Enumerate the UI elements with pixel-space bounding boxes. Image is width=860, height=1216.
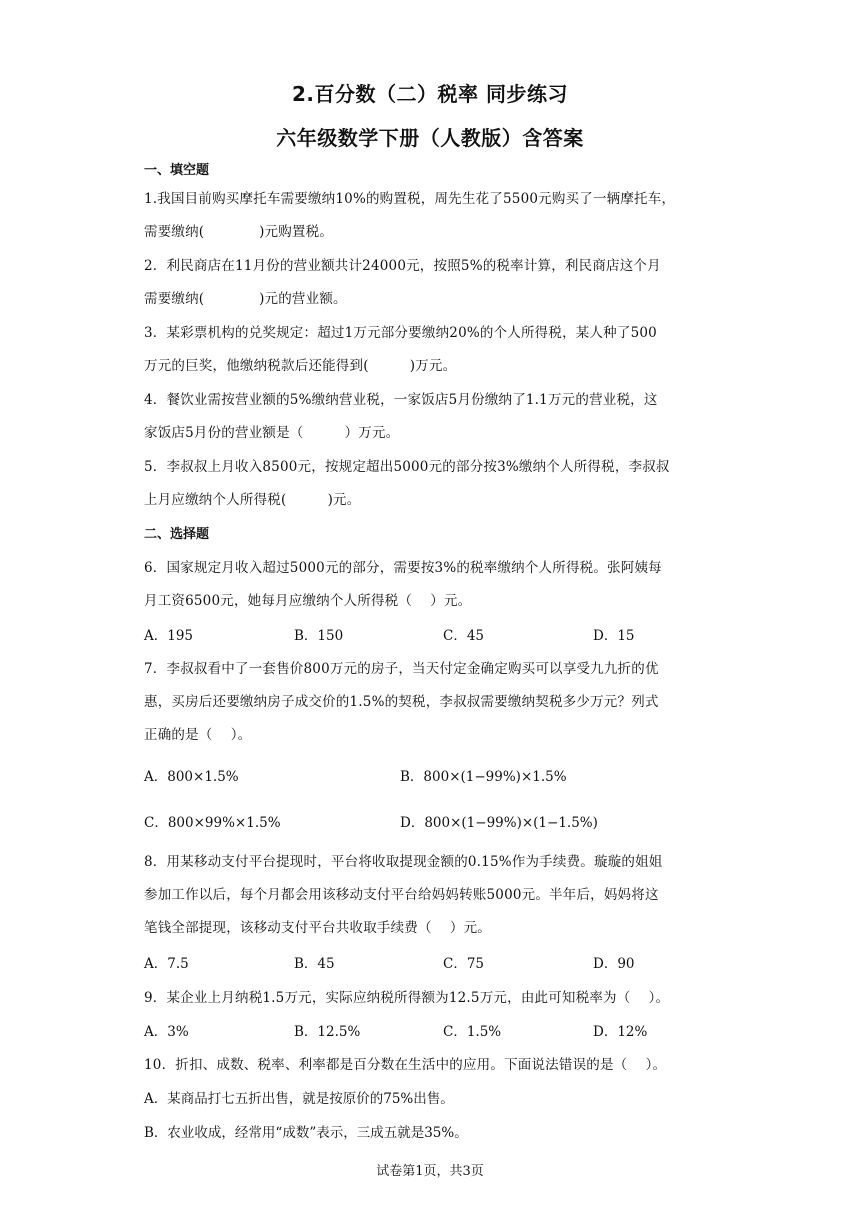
page-title: 2.百分数（二）税率 同步练习	[292, 82, 568, 106]
question-9-option-d: D．12%	[593, 1024, 648, 1040]
question-7-line-1: 7．李叔叔看中了一套售价800万元的房子，当天付定金确定购买可以享受九九折的优	[144, 661, 659, 677]
question-7-option-a: A．800×1.5%	[144, 769, 239, 785]
page-footer: 试卷第1页，共3页	[376, 1164, 484, 1179]
question-2-line-2: 需要缴纳( )元的营业额。	[144, 291, 347, 307]
question-5-line-2: 上月应缴纳个人所得税( )元。	[144, 492, 361, 508]
question-7-line-3: 正确的是（ ）。	[144, 727, 252, 743]
question-6-option-c: C．45	[443, 628, 485, 644]
question-10-option-b: B．农业收成，经常用“成数”表示，三成五就是35%。	[144, 1125, 468, 1141]
question-7-line-2: 惠，买房后还要缴纳房子成交价的1.5%的契税，李叔叔需要缴纳契税多少万元？列式	[144, 694, 659, 710]
question-6-line-2: 月工资6500元，她每月应缴纳个人所得税（ ）元。	[144, 593, 472, 609]
question-4-line-2: 家饭店5月份的营业额是（ ）万元。	[144, 425, 400, 441]
question-7-option-c: C．800×99%×1.5%	[144, 815, 281, 831]
question-9-option-a: A．3%	[144, 1024, 189, 1040]
section-choice-heading: 二、选择题	[144, 527, 210, 542]
question-9-option-b: B．12.5%	[294, 1024, 361, 1040]
question-6-option-d: D．15	[593, 628, 635, 644]
question-8-line-1: 8．用某移动支付平台提现时，平台将收取提现金额的0.15%作为手续费。璇璇的姐姐	[144, 854, 663, 870]
question-8-option-a: A．7.5	[144, 956, 189, 972]
question-8-option-b: B．45	[294, 956, 335, 972]
question-1-line-1: 1.我国目前购买摩托车需要缴纳10%的购置税，周先生花了5500元购买了一辆摩托车，	[144, 191, 676, 207]
question-5-line-1: 5．李叔叔上月收入8500元，按规定超出5000元的部分按3%缴纳个人所得税，李叔叔	[144, 459, 670, 475]
question-4-line-1: 4．餐饮业需按营业额的5%缴纳营业税，一家饭店5月份缴纳了1.1万元的营业税，这	[144, 392, 658, 408]
question-7-option-d: D．800×(1−99%)×(1−1.5%)	[400, 815, 598, 831]
question-10-option-a: A．某商品打七五折出售，就是按原价的75%出售。	[144, 1091, 454, 1107]
question-1-line-2: 需要缴纳( )元购置税。	[144, 224, 334, 240]
page-subtitle: 六年级数学下册（人教版）含答案	[276, 126, 584, 150]
question-6-line-1: 6．国家规定月收入超过5000元的部分，需要按3%的税率缴纳个人所得税。张阿姨每	[144, 560, 662, 576]
question-7-option-b: B．800×(1−99%)×1.5%	[400, 769, 567, 785]
question-8-option-d: D．90	[593, 956, 635, 972]
question-10-line-1: 10．折扣、成数、税率、利率都是百分数在生活中的应用。下面说法错误的是（ ）。	[144, 1057, 667, 1073]
question-9-line-1: 9．某企业上月纳税1.5万元，实际应纳税所得额为12.5万元，由此可知税率为（ ）。	[144, 990, 670, 1006]
question-3-line-1: 3．某彩票机构的兑奖规定：超过1万元部分要缴纳20%的个人所得税，某人种了500	[144, 325, 657, 341]
question-8-line-3: 笔钱全部提现，该移动支付平台共收取手续费（ ）元。	[144, 920, 491, 936]
section-fill-heading: 一、填空题	[144, 163, 210, 178]
question-2-line-1: 2．利民商店在11月份的营业额共计24000元，按照5%的税率计算，利民商店这个月	[144, 258, 661, 274]
question-3-line-2: 万元的巨奖，他缴纳税款后还能得到( )万元。	[144, 358, 457, 374]
question-8-option-c: C．75	[443, 956, 485, 972]
question-9-option-c: C．1.5%	[443, 1024, 502, 1040]
question-6-option-a: A．195	[144, 628, 194, 644]
question-8-line-2: 参加工作以后，每个月都会用该移动支付平台给妈妈转账5000元。半年后，妈妈将这	[144, 887, 659, 903]
question-6-option-b: B．150	[294, 628, 344, 644]
